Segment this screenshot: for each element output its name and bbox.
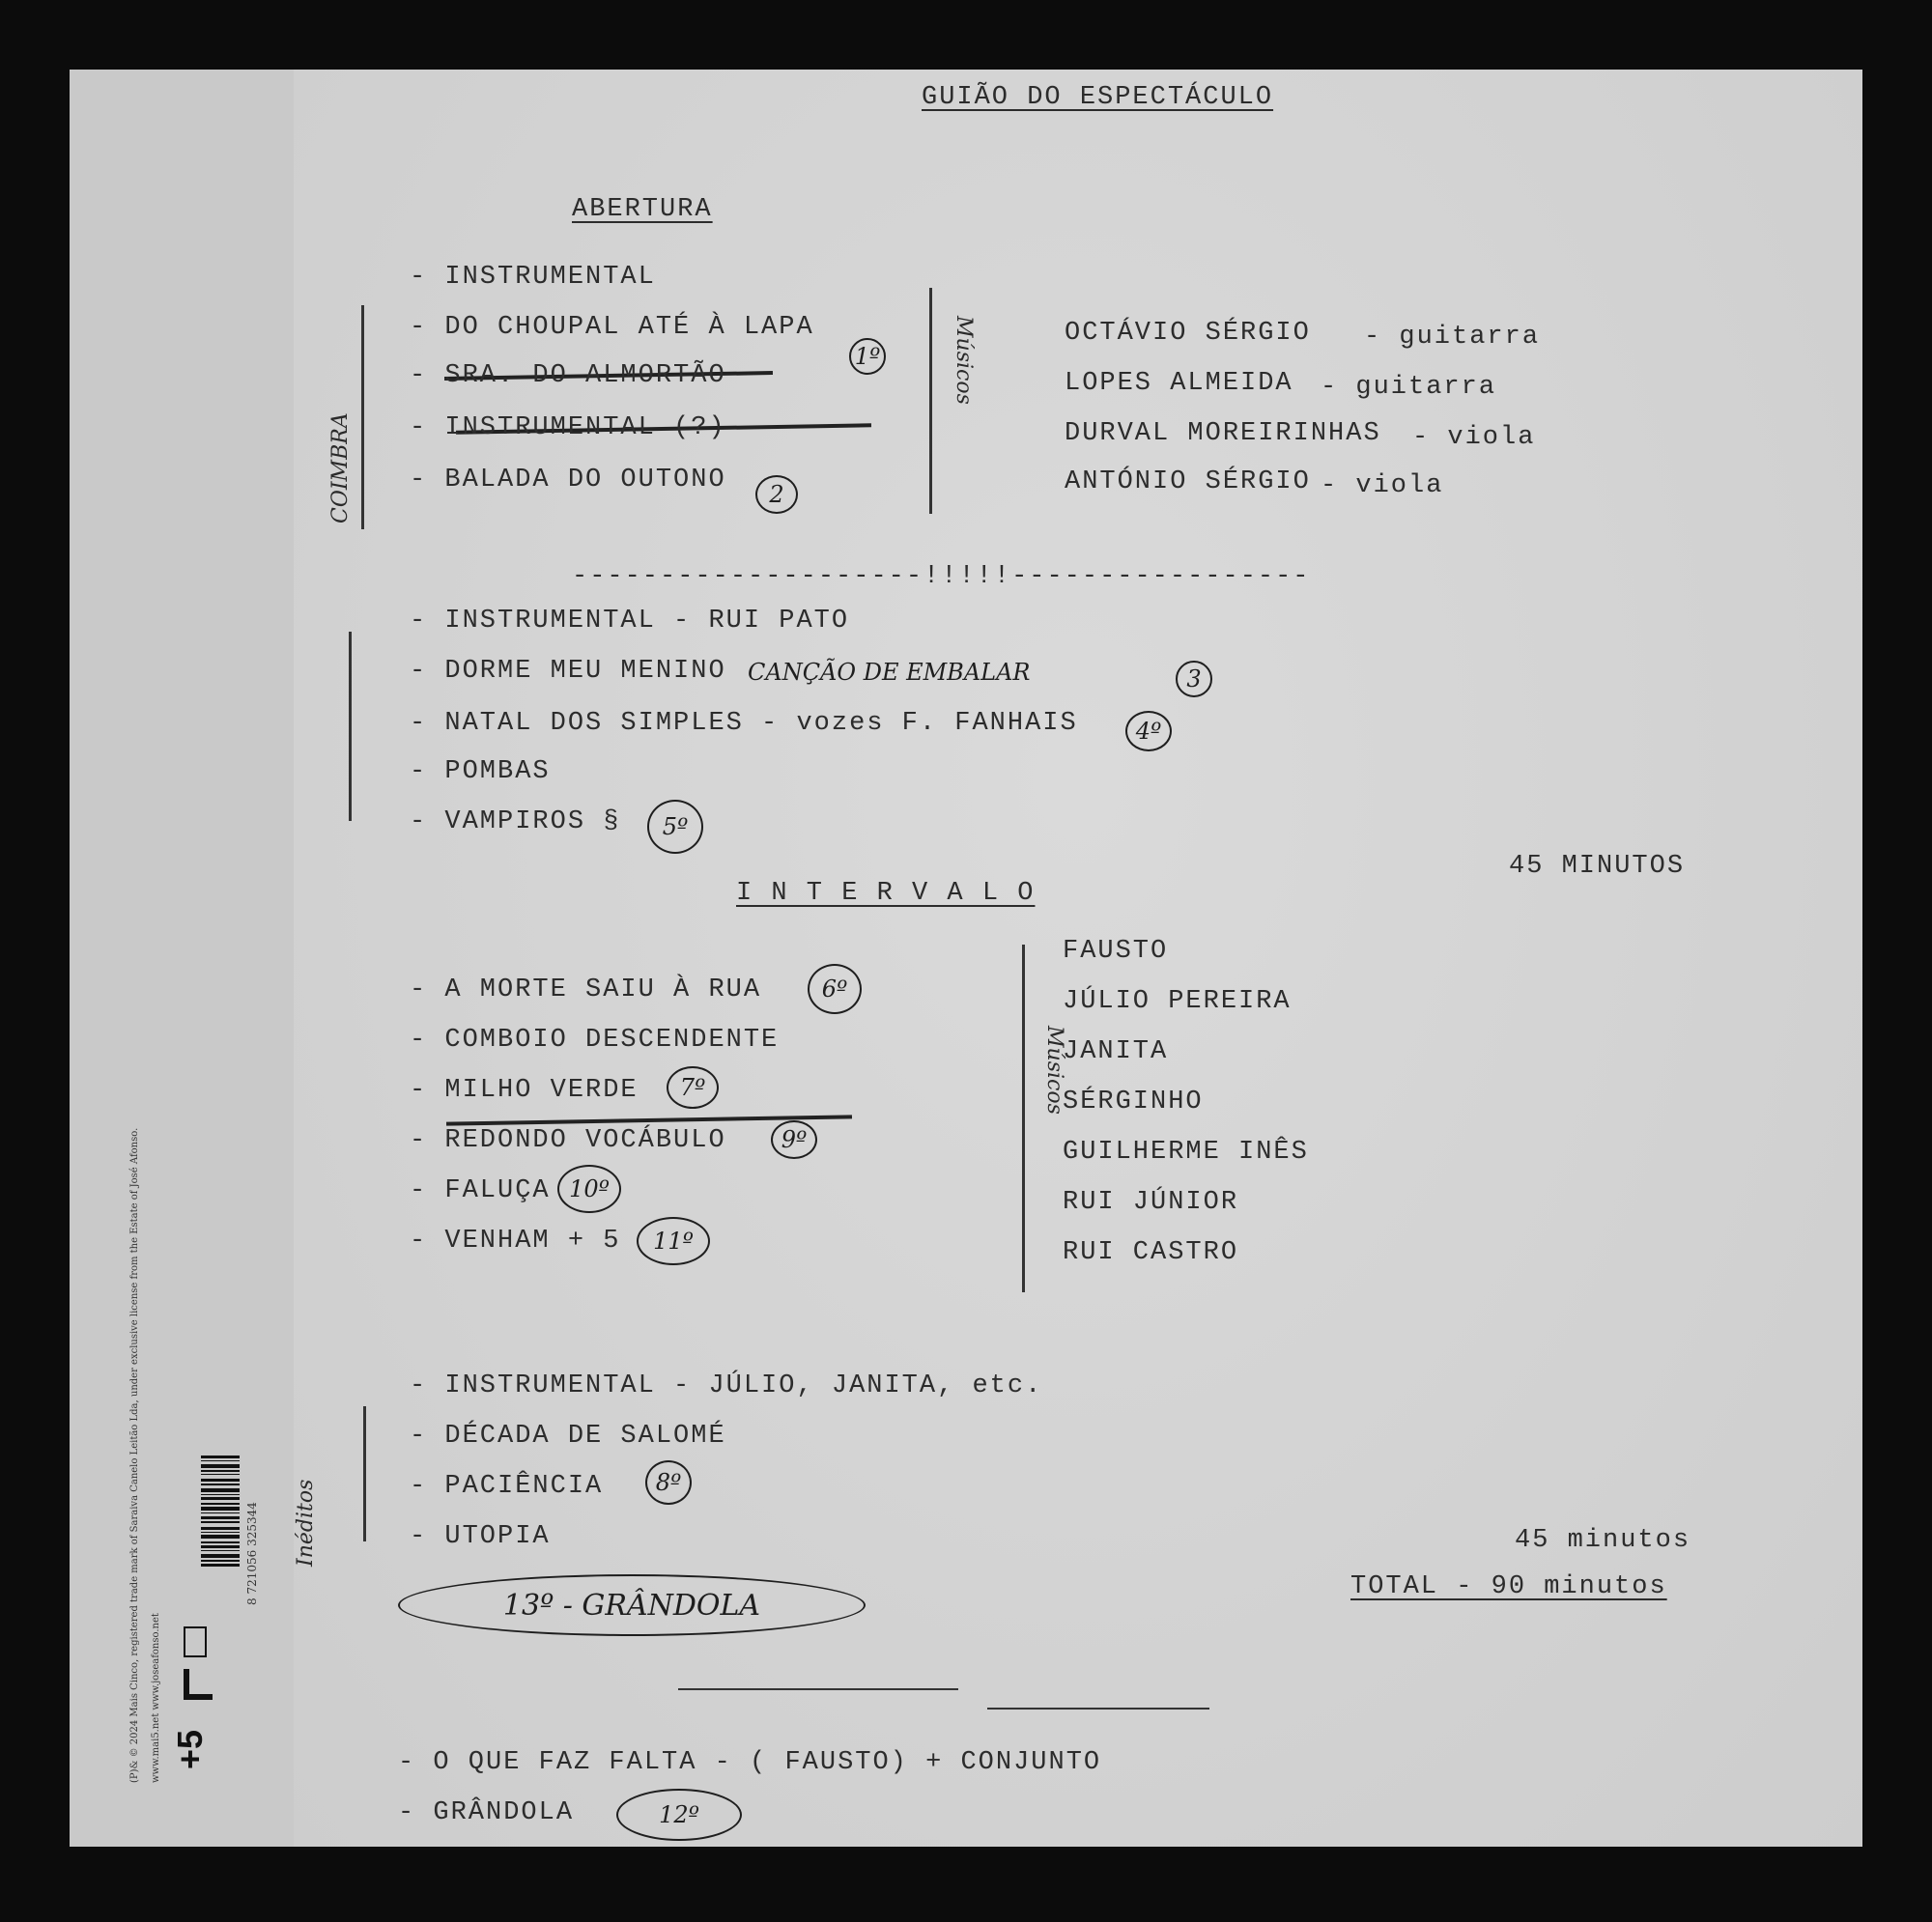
list-item: - INSTRUMENTAL [410,263,656,292]
list-item: - VENHAM + 5 [410,1227,621,1256]
list-item: - INSTRUMENTAL - RUI PATO [410,607,850,636]
list-item: - GRÂNDOLA [398,1798,575,1827]
musician-name: OCTÁVIO SÉRGIO [1065,319,1311,348]
musician-instrument: - guitarra [1364,323,1541,352]
barcode-number: 8 721056 325344 [245,1502,259,1605]
musician-name: RUI JÚNIOR [1063,1188,1239,1217]
mai5-logo: +5 [170,1729,210,1769]
divider-line [987,1708,1209,1710]
website-links: www.mai5.net www.joseafonso.net [151,1613,161,1783]
page-title: GUIÃO DO ESPECTÁCULO [922,83,1274,112]
handwritten-number: 3 [1176,661,1212,697]
handwritten-number: 6º [808,964,862,1014]
margin-note-musicos: Músicos [1042,1026,1066,1115]
section-intervalo: I N T E R V A L O [736,879,1036,908]
list-item: - INSTRUMENTAL (?) [410,413,726,442]
handwritten-annotation: CANÇÃO DE EMBALAR [748,659,1031,686]
list-item: - SRA. DO ALMORTÃO [410,361,726,390]
list-item: - COMBOIO DESCENDENTE [410,1026,780,1055]
margin-note-ineditos: Inéditos [294,1479,318,1567]
handwritten-number: 4º [1125,711,1172,751]
list-item: - NATAL DOS SIMPLES - vozes F. FANHAIS [410,709,1078,738]
margin-note-coimbra: COIMBRA [328,412,353,523]
musician-name: JANITA [1063,1037,1169,1066]
total-duration: TOTAL - 90 minutos [1350,1572,1667,1601]
handwritten-number: 10º [557,1165,621,1213]
divider-line [678,1688,958,1690]
handwritten-number: 12º [616,1789,742,1841]
list-item: - O QUE FAZ FALTA - ( FAUSTO) + CONJUNTO [398,1748,1102,1777]
list-item: - PACIÊNCIA [410,1472,604,1501]
musician-name: LOPES ALMEIDA [1065,369,1293,398]
duration-first-half: 45 MINUTOS [1509,852,1686,881]
list-item: - VAMPIROS § [410,807,621,836]
bracket-line [363,1406,366,1541]
divider-line: --------------------!!!!!----------------- [572,562,1311,591]
bracket-line [1022,945,1025,1292]
barcode [201,1456,240,1610]
label-logo-icon [184,1626,207,1657]
record-sleeve-spine [70,70,297,1847]
list-item: - MILHO VERDE [410,1076,639,1105]
bracket-line [349,632,352,821]
handwritten-number: 7º [667,1066,719,1109]
handwritten-number: 5º [647,800,703,854]
handwritten-annotation: 13º - GRÂNDOLA [398,1574,866,1636]
handwritten-number: 8º [645,1460,692,1505]
bracket-line [361,305,364,529]
musician-instrument: - guitarra [1321,373,1497,402]
list-item: - DORME MEU MENINO [410,657,726,686]
handwritten-number: 2 [755,475,798,514]
list-item: - POMBAS [410,757,551,786]
margin-note-musicos: Músicos [952,316,976,405]
document-sheet [70,70,1862,1847]
musician-name: JÚLIO PEREIRA [1063,987,1292,1016]
list-item: - A MORTE SAIU À RUA [410,975,762,1004]
handwritten-number: 11º [637,1217,710,1265]
musician-name: SÉRGINHO [1063,1088,1204,1116]
musician-instrument: - viola [1412,423,1536,452]
musician-name: DURVAL MOREIRINHAS [1065,419,1381,448]
list-item: - DÉCADA DE SALOMÉ [410,1422,726,1451]
section-abertura: ABERTURA [572,195,713,224]
list-item: - DO CHOUPAL ATÉ À LAPA [410,313,814,342]
musician-name: FAUSTO [1063,937,1169,966]
list-item: - INSTRUMENTAL - JÚLIO, JANITA, etc. [410,1371,1043,1400]
list-item: - BALADA DO OUTONO [410,466,726,495]
musician-name: GUILHERME INÊS [1063,1138,1309,1167]
publisher-logo-icon [184,1669,213,1700]
handwritten-number: 1º [849,338,886,375]
duration-second-half: 45 minutos [1515,1526,1691,1555]
list-item: - FALUÇA [410,1176,551,1205]
musician-instrument: - viola [1321,471,1444,500]
bracket-line [929,288,932,514]
musician-name: RUI CASTRO [1063,1238,1239,1267]
legal-notice: (P)& © 2024 Mais Cinco, registered trade mark of Saraiva Canelo Leitão Lda, under exclusive license from the Estate of José Afonso. [129,1127,140,1783]
musician-name: ANTÓNIO SÉRGIO [1065,467,1311,496]
handwritten-number: 9º [771,1120,817,1159]
list-item: - REDONDO VOCÁBULO [410,1126,726,1155]
list-item: - UTOPIA [410,1522,551,1551]
